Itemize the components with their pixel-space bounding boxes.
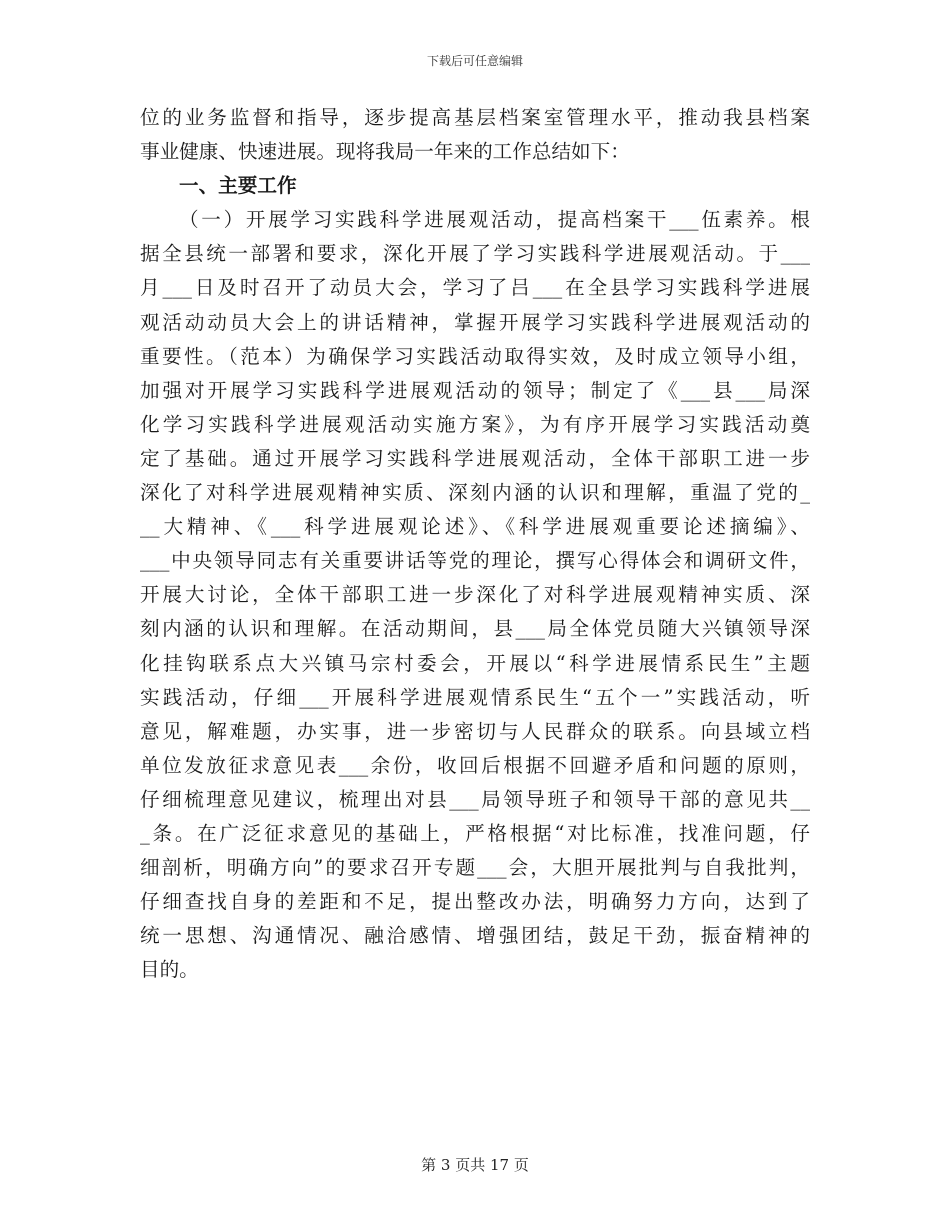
paragraph-line: 开展大讨论，全体干部职工进一步深化了对科学进展观精神实质、深	[140, 583, 810, 607]
paragraph-line: _条。在广泛征求意见的基础上，严格根据“对比标准，找准问题，仔	[140, 821, 810, 845]
paragraph-line: 定了基础。通过开展学习实践科学进展观活动，全体干部职工进一步	[140, 446, 810, 470]
paragraph-line: 目的。	[140, 958, 199, 982]
paragraph-line: 观活动动员大会上的讲话精神，掌握开展学习实践科学进展观活动的	[140, 310, 810, 334]
paragraph-line: 仔细查找自身的差距和不足，提出整改办法，明确努力方向，达到了	[140, 890, 810, 914]
paragraph-line: 仔细梳理意见建议，梳理出对县___局领导班子和领导干部的意见共__	[140, 787, 810, 811]
paragraph-line: （一）开展学习实践科学进展观活动，提高档案干___伍素养。根	[179, 208, 810, 232]
paragraph-line: 深化了对科学进展观精神实质、深刻内涵的认识和理解，重温了党的_	[140, 481, 810, 505]
paragraph-line: 事业健康、快速进展。现将我局一年来的工作总结如下：	[140, 140, 630, 164]
paragraph-line: 单位发放征求意见表___余份，收回后根据不回避矛盾和问题的原则，	[140, 753, 810, 777]
paragraph-line: 位的业务监督和指导，逐步提高基层档案室管理水平，推动我县档案	[140, 106, 810, 129]
paragraph-line: 化挂钩联系点大兴镇马宗村委会，开展以“科学进展情系民生”主题	[140, 651, 810, 675]
paragraph-line: 实践活动，仔细___开展科学进展观情系民生“五个一”实践活动，听	[140, 685, 810, 709]
paragraph-line: 据全县统一部署和要求，深化开展了学习实践科学进展观活动。于___	[140, 242, 810, 266]
paragraph-line: 统一思想、沟通情况、融洽感情、增强团结，鼓足干劲，振奋精神的	[140, 924, 810, 948]
paragraph-line: 加强对开展学习实践科学进展观活动的领导；制定了《___县___局深	[140, 378, 810, 402]
page-number-footer: 第 3 页共 17 页	[421, 1156, 529, 1174]
paragraph-line: 刻内涵的认识和理解。在活动期间，县___局全体党员随大兴镇领导深	[140, 617, 810, 641]
page-header: 下载后可任意编辑	[426, 54, 523, 68]
paragraph-line: 月___日及时召开了动员大会，学习了吕___在全县学习实践科学进展	[140, 276, 810, 300]
paragraph-line: ___中央领导同志有关重要讲话等党的理论，撰写心得体会和调研文件，	[140, 549, 810, 573]
paragraph-line: 重要性。（范本）为确保学习实践活动取得实效，及时成立领导小组，	[140, 344, 810, 368]
paragraph-line: 化学习实践科学进展观活动实施方案》，为有序开展学习实践活动奠	[140, 412, 810, 436]
paragraph-line: __大精神、《___科学进展观论述》、《科学进展观重要论述摘编》、	[140, 515, 810, 539]
paragraph-line: 细剖析，明确方向”的要求召开专题___会，大胆开展批判与自我批判，	[140, 856, 810, 880]
section-heading: 一、主要工作	[179, 174, 297, 198]
document-body	[140, 101, 810, 987]
paragraph-line: 意见，解难题，办实事，进一步密切与人民群众的联系。向县域立档	[140, 719, 810, 743]
